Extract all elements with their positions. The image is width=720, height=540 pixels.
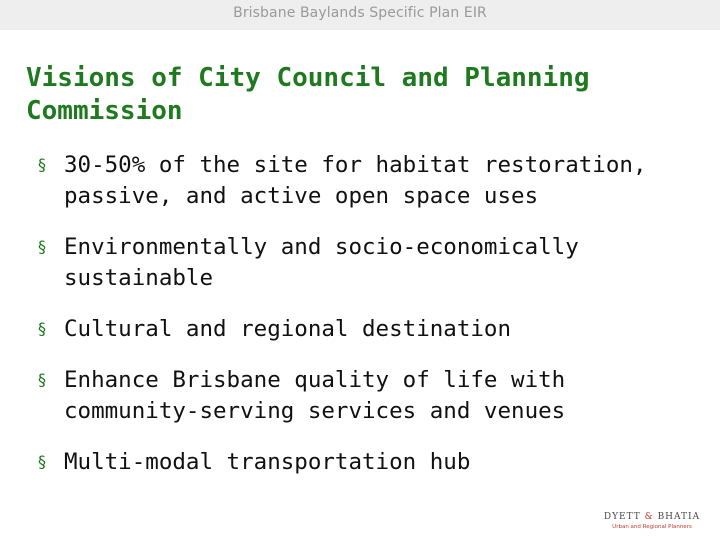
bullet-item	[38, 447, 698, 478]
logo-name-right: BHATIA	[657, 512, 701, 522]
logo-name-left: DYETT	[603, 512, 641, 522]
bullet-item	[38, 150, 698, 212]
logo-name	[600, 512, 704, 523]
bullet-text: 30-50% of the site for habitat restoration, passive, and active open space uses	[64, 152, 647, 209]
bullet-list	[38, 150, 698, 498]
bullet-marker-icon: §	[38, 370, 46, 389]
bullet-text: Environmentally and socio-economically sustainable	[64, 234, 579, 291]
bullet-item	[38, 365, 698, 427]
header-title: Brisbane Baylands Specific Plan EIR	[233, 5, 487, 21]
bullet-marker-icon: §	[38, 237, 46, 256]
slide-title: Visions of City Council and Planning Commission	[26, 63, 590, 126]
bullet-text: Multi-modal transportation hub	[64, 449, 471, 475]
bullet-item	[38, 314, 698, 345]
bullet-item	[38, 232, 698, 294]
bullet-text: Cultural and regional destination	[64, 316, 512, 342]
bullet-marker-icon: §	[38, 155, 46, 174]
bullet-marker-icon: §	[38, 452, 46, 471]
bullet-text: Enhance Brisbane quality of life with community-serving services and venues	[64, 367, 566, 424]
header-bar	[0, 0, 720, 30]
bullet-marker-icon: §	[38, 319, 46, 338]
logo-tagline: Urban and Regional Planners	[612, 524, 692, 530]
logo-ampersand: &	[644, 512, 654, 522]
company-logo	[600, 512, 704, 531]
